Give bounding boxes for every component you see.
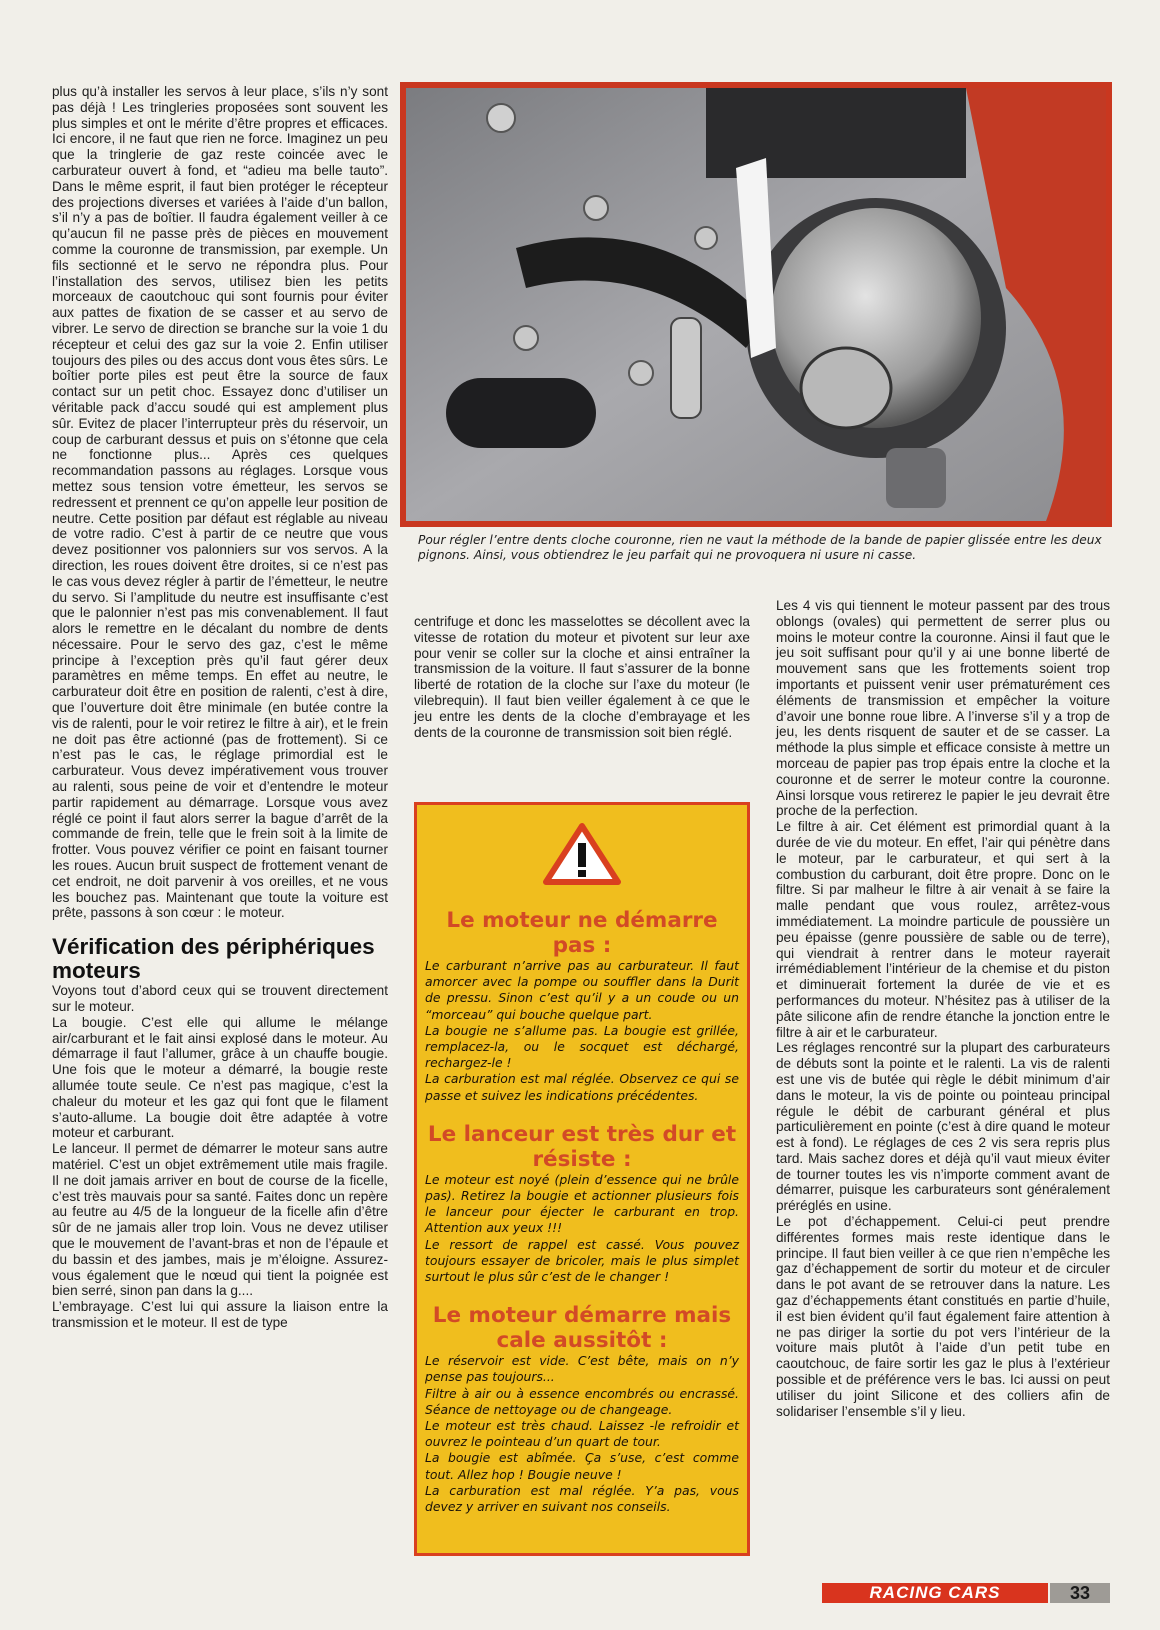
photo-caption: Pour régler l’entre dents cloche couronne, rien ne vaut la méthode de la bande de papier glissée entre les deux pignons. Ainsi, vous obtiendrez le jeu parfait qui ne provoquera ni usure ni casse. [418,533,1102,562]
paragraph: Le pot d’échappement. Celui-ci peut prendre différentes formes mais reste identique dans le principe. Il faut bien veiller à ce que rien n’empêche les gaz d’échappement de sortir du moteur et de circuler dans le pot avant de se retrouver dans la nature. Les gaz d’échappements étant constitués en partie d’huile, il est bien évident qu’il faut également faire attention à ne pas diriger la sortie du pot vers l’intérieur de la voiture mais plutôt à l’aide d’un petit tube en caoutchouc, de faire sortir les gaz le plus à l’extérieur possible et de préférence vers le bas. Ici aussi on peut utiliser du joint Silicone et des colliers afin de solidariser l’ensemble s’il y lieu. [776,1214,1110,1419]
paragraph: centrifuge et donc les masselottes se décollent avec la vitesse de rotation du moteur et pivotent sur leur axe pour venir se coller sur la cloche et ainsi entraîner la transmission de la voiture. Il faut s’assurer de la bonne liberté de rotation de la cloche sur l’axe du moteur (le vilebrequin). Il faut bien veiller également à ce que le jeu entre les dents de la cloche d’embrayage et les dents de la couronne de transmission soit bien réglé. [414,614,750,740]
article-column-right [776,598,1110,1419]
page-number: 33 [1050,1583,1110,1603]
warning-item: Le moteur est noyé (plein d’essence qui ne brûle pas). Retirez la bougie et actionner plusieurs fois le lanceur pour éjecter le carburant en trop. Attention aux yeux !!! [425,1171,739,1236]
paragraph: La bougie. C’est elle qui allume le mélange air/carburant et le fait ainsi explosé dans le moteur. Au démarrage il faut l’allumer, grâce à un chauffe bougie. Une fois que le moteur a démarré, la bougie reste allumée toute seule. Ce n’est pas magique, c’est la chaleur du moteur et les gaz qui font que le filament s’auto-allume. La bougie doit être adaptée à votre moteur et carburant. [52,1014,388,1141]
warning-item: La bougie ne s’allume pas. La bougie est grillée, remplacez-la, ou le socquet est déchargé, rechargez-le ! [425,1022,739,1071]
warning-item: Le moteur est très chaud. Laissez -le refroidir et ouvrez le pointeau d’un quart de tour. [425,1418,739,1450]
paragraph: Les réglages rencontré sur la plupart des carburateurs de débuts sont la pointe et le ralenti. La vis de ralenti est une vis de butée qui règle le débit minimum d’air dans le moteur, la vis de pointe ou pointeau principal régule le débit de carburant général et plus particulièrement en pointe (c’est à dire quand le moteur est à fond). Le réglages de ces 2 vis sera repris plus tard. Mais sachez dores et déjà qu’il vaut mieux éviter de tourner toutes les vis n’importe comment avant de démarrer, puisque les carburateurs sont généralement préréglés en usine. [776,1040,1110,1214]
warning-item: Le carburant n’arrive pas au carburateur. Il faut amorcer avec la pompe ou souffler dans la Durit de pressu. Sinon c’est qu’il y a un coude ou un “morceau” qui bouche quelque part. [425,958,739,1022]
article-column-middle [414,614,750,740]
magazine-logo: RACING CARS [822,1583,1048,1603]
warning-item: La carburation est mal réglée. Observez ce qui se passe et suivez les indications précédentes. [425,1071,739,1103]
paragraph: Le lanceur. Il permet de démarrer le moteur sans autre matériel. C’est un objet extrêmement utile mais fragile. Il ne doit jamais arriver en bout de course de la ficelle, c’est très mauvais pour sa santé. Faites donc un repère au feutre au 4/5 de la longueur de la ficelle afin d’être sûr de ne jamais aller trop loin. Vous ne devez utiliser que le mouvement de l’avant-bras et non de l’épaule et du bassin et des jambes, mais je m’éloigne. Assurez-vous également que le nœud qui tient la poignée est bien serré, sinon pan dans la g.... [52,1141,388,1299]
warning-section-title: Le moteur démarre mais cale aussitôt : [432,1303,732,1354]
warning-item: Le ressort de rappel est cassé. Vous pouvez toujours essayer de bricoler, mais le plus simplet surtout le plus sûr c’est de le changer ! [425,1236,739,1285]
paragraph: plus qu’à installer les servos à leur place, s’ils n’y sont pas déjà ! Les tringleries proposées sont souvent les plus simples et ont le mérite d’être propres et efficaces. Ici encore, il ne faut que rien ne force. Imaginez un peu que la tringlerie de gaz reste coincée avec le carburateur ouvert à fond, et “adieu ma belle tauto”. Dans le même esprit, il faut bien protéger le récepteur des projections diverses et variées à l’aide d’un ballon, s’il n’y a pas de boîtier. Il faudra également veiller à ce qu’aucun fil ne passe près de pièces en mouvement comme la couronne de transmission, par exemple. Un fils sectionné et le servo ne répondra plus. Pour l’installation des servos, utilisez bien les petits morceaux de caoutchouc qui sont fournis pour éviter aux pattes de fixation de se casser et au servo de vibrer. Le servo de direction se branche sur la voie 1 du récepteur et celui des gaz sur la voie 2. Enfin utiliser toujours des piles ou des accus dont vous êtes sûrs. Le boîtier porte piles est peut être la source de faux contact sur un petit choc. Essayez donc d’utiliser un véritable pack d’accu soudé qui est amplement plus sûr. Evitez de placer l’interrupteur près du réservoir, un coup de carburant dessus et puis on s’étonne que cela ne fonctionne plus... Après ces quelques recommandation passons au réglages. Lorsque vous mettez sous tension votre émetteur, les servos se redressent et prennent ce qu’on appelle leur position de neutre. Cette position par défaut est réglable au niveau de votre radio. C’est à partir de ce neutre que vous devez positionner vos palonniers sur vos servos. A la direction, les roues doivent être droites, si ce n’est pas le cas vous devez régler à partir de l’émetteur, le neutre du servo. Si l’amplitude du neutre est insuffisante c’est que le palonnier n’est pas mis convenablement. Il faut alors le remettre en le décalant du nombre de dents nécessaire. Pour le servo des gaz, c’est le même principe à l’exception près qu’il faut gérer deux paramètres en même temps. En effet au neutre, le carburateur doit être en position de ralenti, c’est à dire, que l’ouverture doit être minimale (en butée contre la vis de ralenti, pour le voir retirez le filtre à air), et le frein ne doit pas être actionné (pas de frottement). Si ce n’est pas le cas, le réglage primordial est le carburateur. Vous devez impérativement vous trouver au ralenti, sous peine de voir et d’entendre le moteur partir rapidement au démarrage. Lorsque vous avez réglé ce point il faut alors serrer la bague d’arrêt de la commande de frein, telle que le frein soit à la limite de frotter. Vous pouvez vérifier ce point en faisant tourner les roues. Aucun bruit suspect de frottement venant de cet endroit, ne doit parvenir à vos oreilles, et ne vous les bouchez pas. Maintenant que toute la voiture est prête, passons à son cœur : le moteur. [52,84,388,921]
warning-item: Le réservoir est vide. C’est bête, mais on n’y pense pas toujours... [425,1353,739,1385]
warning-triangle-icon [425,823,739,890]
paragraph: Les 4 vis qui tiennent le moteur passent par des trous oblongs (ovales) qui permettent de serrer plus ou moins le moteur contre la couronne. Ainsi il faut que le jeu soit suffisant pour qu’il y ai une bonne liberté de mouvement sans que les frottements soient trop importants et puissent venir user prématurément ces éléments de transmission et empêcher la voiture d’avoir une bonne roue libre. A l’inverse s’il y a trop de jeu, les dents risquent de sauter et de se casser. La méthode la plus simple et efficace consiste à mettre un morceau de papier pas trop épais entre la cloche et la couronne et de serrer le moteur contre la couronne. Ainsi lorsque vous retirerez le papier le jeu devrait être proche de la perfection. [776,598,1110,819]
section-heading: Vérification des périphériques moteurs [52,934,375,984]
paragraph: Voyons tout d’abord ceux qui se trouvent directement sur le moteur. [52,983,388,1015]
warning-section-title: Le lanceur est très dur et résiste : [427,1121,737,1172]
warning-item: La bougie est abîmée. Ça s’use, c’est comme tout. Allez hop ! Bougie neuve ! [425,1450,739,1482]
paragraph: Le filtre à air. Cet élément est primordial quant à la durée de vie du moteur. En effet, l’air qui pénètre dans le moteur, par le carburateur, et qui sert à la combustion du carburant, doit être propre. Donc on le filtre. Si par malheur le filtre à air venait à se faire la malle pendant que vous roulez, arrêtez-vous immédiatement. La moindre particule de poussière un peu épaisse (genre poussière de sable ou de terre), qui viendrait à rentrer dans le moteur rayerait irrémédiablement l’intérieur de la chemise et du piston et diminuerait fortement la durée de vie et es performances du moteur. N’hésitez pas à utiliser de la pâte silicone afin de rendre étanche la jonction entre le filtre à air et le carburateur. [776,819,1110,1040]
warning-item: Filtre à air ou à essence encombrés ou encrassé. Séance de nettoyage ou de changeage. [425,1385,739,1417]
engine-clutch-gear-image [406,88,1106,521]
warning-section [425,908,739,1104]
troubleshooting-box [414,802,750,1556]
warning-item: La carburation est mal réglée. Y’a pas, vous devez y arriver en suivant nos conseils. [425,1482,739,1515]
warning-section [425,1122,739,1285]
paragraph: L’embrayage. C’est lui qui assure la liaison entre la transmission et le moteur. Il est de type [52,1299,388,1330]
warning-section-title: Le moteur ne démarre pas : [446,908,718,958]
article-column-left [52,84,388,1331]
engine-photo [400,82,1112,527]
warning-section [425,1303,739,1515]
